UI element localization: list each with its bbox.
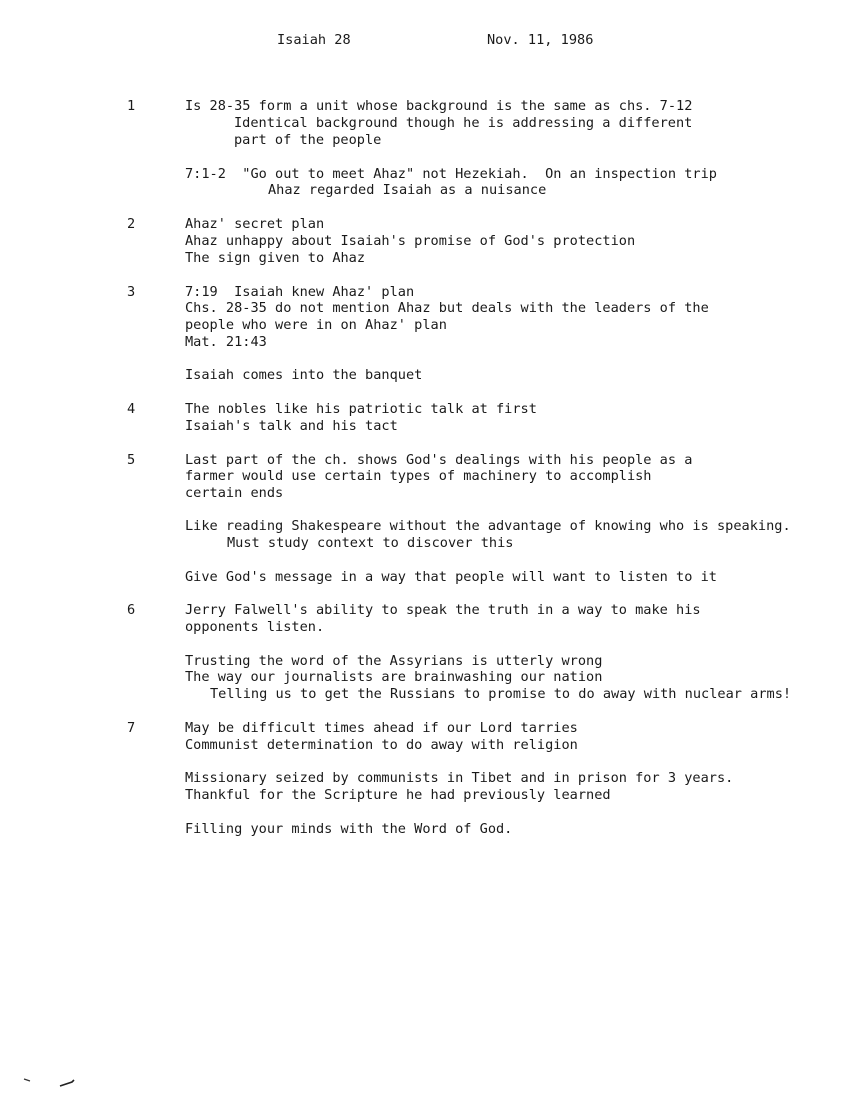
section-number: 4 [127,401,136,417]
note-line: Ahaz regarded Isaiah as a nuisance [268,182,547,198]
note-line: May be difficult times ahead if our Lord tarries [185,720,578,736]
note-line: Must study context to discover this [227,535,514,551]
note-line: Isaiah's talk and his tact [185,418,398,434]
note-line: 7:1-2 "Go out to meet Ahaz" not Hezekiah. On an inspection trip [185,166,717,182]
note-line: certain ends [185,485,284,501]
note-line: The sign given to Ahaz [185,250,366,266]
note-line: farmer would use certain types of machinery to accomplish [185,468,652,484]
note-line: Like reading Shakespeare without the advantage of knowing who is speaking. [185,518,791,534]
note-line: Trusting the word of the Assyrians is utterly wrong [185,653,603,669]
page-date: Nov. 11, 1986 [487,32,594,48]
note-line: Identical background though he is addressing a different [234,115,693,131]
note-line: Give God's message in a way that people will want to listen to it [185,569,717,585]
note-line: Telling us to get the Russians to promise to do away with nuclear arms! [210,686,792,702]
note-line: Ahaz' secret plan [185,216,325,232]
note-line: people who were in on Ahaz' plan [185,317,447,333]
note-line: opponents listen. [185,619,325,635]
note-line: Mat. 21:43 [185,334,267,350]
section-number: 7 [127,720,136,736]
note-line: Isaiah comes into the banquet [185,367,423,383]
note-line: Ahaz unhappy about Isaiah's promise of God's protection [185,233,636,249]
note-line: Jerry Falwell's ability to speak the truth in a way to make his [185,602,701,618]
section-number: 5 [127,452,136,468]
page-title: Isaiah 28 [277,32,351,48]
note-line: Chs. 28-35 do not mention Ahaz but deals with the leaders of the [185,300,709,316]
note-line: Communist determination to do away with religion [185,737,578,753]
section-number: 3 [127,284,136,300]
note-line: Thankful for the Scripture he had previously learned [185,787,611,803]
section-number: 6 [127,602,136,618]
note-line: part of the people [234,132,382,148]
note-line: 7:19 Isaiah knew Ahaz' plan [185,284,415,300]
scan-smudge-mark [22,1074,78,1090]
note-line: Missionary seized by communists in Tibet and in prison for 3 years. [185,770,734,786]
section-number: 2 [127,216,136,232]
note-line: Is 28-35 form a unit whose background is the same as chs. 7-12 [185,98,693,114]
note-line: The nobles like his patriotic talk at first [185,401,537,417]
note-line: Filling your minds with the Word of God. [185,821,513,837]
note-line: Last part of the ch. shows God's dealings with his people as a [185,452,693,468]
section-number: 1 [127,98,136,114]
note-line: The way our journalists are brainwashing our nation [185,669,603,685]
